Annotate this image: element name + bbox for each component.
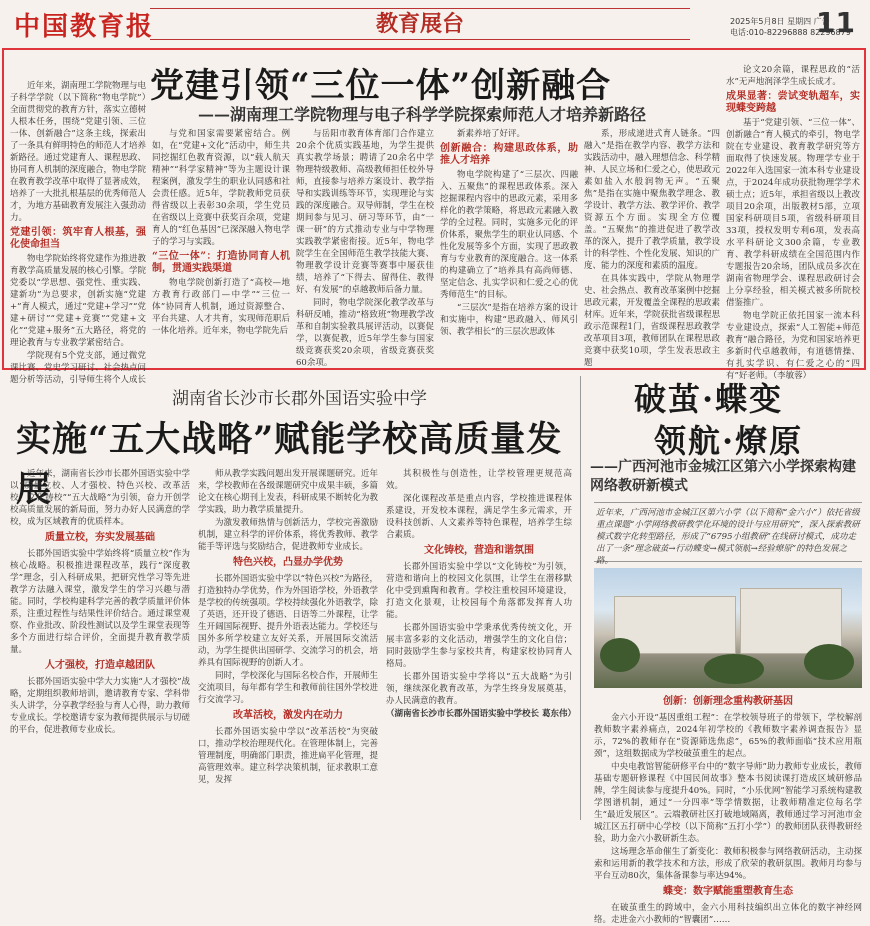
right-article-intro: 近年来，广西河池市金城江区第六小学（以下简称“金六小”）依托省级重点课题“小学网络教研教学化环境的设计与应用研究”，深入探索教研模式数字化转型路径，形成了“6795小组教研”在线研讨模式，成功走出了一条“理念破茧→行动蝶变→模式领航→经验燎原”的特色发展之路。 (594, 502, 862, 562)
top-para: 基于“党建引领、“三位一体”、创新融合”育人模式的牵引，物电学院在专业建设、教育教学研究等方面取得了快速发展。物理学专业于2022年入选国家一流本科专业建设点，于2024年成功获批物理学学术硕士点；近5年，承担省级以上教改项目20余项，出版教材5部，立项国家科研项目5项，省级科研项目33项，授权发明专利6项，发表高水平科研论文300余篇，专业教育、教学科研成绩在全国范围内作专题报告20余场，团队成员多次在湖南省物理学会、课程思政研讨会上分享经验，相关模式被多所院校借鉴推广。 (726, 118, 860, 308)
tree (600, 638, 640, 672)
top-heading-1: 党建引领：筑牢育人根基，强化使命担当 (10, 227, 146, 250)
bottom-para: 深化课程改革是重点内容，学校推进课程体系建设，开发校本课程，满足学生多元需求，开设科技创新、人文素养等特色课程，培养学生综合素质。 (386, 494, 572, 540)
top-para: 同时，物电学院深化教学改革与科研反哺，推动“格致班”物理教学改革和自制实验教具展评活动，以赛促学，以赛促教，近5年学生参与国家级竞赛获奖20余项，省级竞赛获奖60余项。 (296, 298, 434, 368)
top-para: 与岳阳市教育体育部门合作建立20余个优质实践基地，为学生提供真实教学场景；聘请了20余名中学物理特级教师、高级教师担任校外导师，直接参与培养方案设计、教学指导和实践训练等环节，实现理论与实践的深度融合。双导师制，学生在校期间参与见习、研习等环节，由“一课一研”的方式推动专业与中学物理实践教学紧密衔接。近5年，物电学院学生在全国师范生教学技能大赛、物理教学设计竞赛等赛事中屡获佳绩，培养了“下得去、留得住、教得好、有发展”的卓越教师后备力量。 (296, 129, 434, 295)
bottom-para: 为激发教师热情与创新活力，学校完善激励机制，建立科学的评价体系，将优秀教师、教学能手等评选与奖励结合，促进教师专业成长。 (198, 518, 378, 552)
issue-date: 2025年5月8日 星期四 广告 (730, 17, 830, 26)
bottom-byline: （湖南省长沙市长郡外国语实验中学校长 葛东伟） (386, 709, 576, 719)
bottom-para: 长郡外国语实验中学大力实施“人才强校”战略，定期组织教师培训，邀请教育专家、学科带头人讲学，分享教学经验与育人心得，助力教师专业成长。学校邀请专家为教师提供展示与切磋的平台，促进教师专业成长。 (10, 677, 190, 735)
tree (704, 654, 764, 684)
right-article-title-line1: 破茧·蝶变 (634, 380, 784, 418)
bottom-heading-1: 质量立校，夯实发展基础 (45, 532, 155, 543)
top-para: 物电学院构建了“三层次、四融入、五聚焦”的课程思政体系。深入挖掘课程内容中的思政元素，采用多样化的教学策略，将思政元素融入教学的全过程。同时，实施多元化的评价体系，聚焦学生的职业认同感、个性化发展等多个方面，实现了思政教育与专业教育的深度融合。这一体系的构建确立了“培养具有高尚师德、坚定信念、扎实学识和仁爱之心的优秀师范生”的目标。 (440, 170, 578, 300)
bottom-col-2 (198, 468, 378, 820)
bottom-heading-3: 特色兴校，凸显办学优势 (233, 557, 343, 568)
top-col-5 (584, 128, 720, 366)
bottom-col-3 (386, 468, 576, 820)
bottom-col-1 (10, 468, 190, 820)
right-article-title-line2: 领航·燎原 (654, 422, 804, 460)
top-para: 物电学院创新打造了“高校—地方教育行政部门—中学”“三位一体”协同育人机制，通过资源整合、平台共建、人才共育，实现师范职后一体化培养。近年来，物电学院先后 (152, 278, 290, 336)
tree (804, 644, 854, 680)
right-heading-2: 蝶变：数字赋能重塑教育生态 (663, 886, 793, 897)
top-para: 系，形成递进式育人链条。“四融入”是指在教学内容、教学方法和实践活动中，融入理想信念、科学精神、人民立场和仁爱之心，使思政元素如盐入水般润物无声。“五聚焦”是指在实施中聚焦教学理念、教学设计、教学方法、教学评价、教学资源五个方面。实现全方位覆盖。“五聚焦”的推进促进了教学改革的深入，提升了教学质量，教学设计的科学性、个性化发展、知识的广度、能力的深度和素质的温度。 (584, 129, 721, 271)
top-para: 新素养培了好评。 (457, 129, 526, 139)
top-para: 与党和国家需要紧密结合。例如，在“党建+文化”活动中，师生共同挖掘红色教育资源，以“载人航天精神”“科学家精神”等为主题设计课程案例，激发学生的职业认同感和社会责任感。近5年，学院教师党员获得省级以上表彰30余项，学生党员在省级以上竞赛中获奖百余项，党建育人的“红色基因”已深深融入物电学子的学习与实践。 (152, 129, 290, 247)
top-heading-3: 创新融合：构建思政体系，助推人才培养 (440, 143, 578, 166)
top-para: 物电学院始终将党建作为推进教育教学高质量发展的核心引擎。学院党委以“学思想、强党性、重实践、建新功”为总要求，创新实施“党建+”育人模式，通过“党建+学习”“党建+研讨”“党建+竞赛”“党建+文化”“党建+服务”五大路径，将党的理论教育与专业教学紧密结合。 (10, 254, 147, 348)
top-para: 学院现有5个党支部，通过微党课比赛、党史学习研讨、社会热点问题分析等活动，引导师生将个人成长 (10, 351, 147, 385)
bottom-para: 长郡外国语实验中学以“特色兴校”为路径，打造独特办学优势，作为外国语学校，外语教学是学校的传统强项。学校持续强化外语教学，除了英语，还开设了德语、日语等二外课程，让学生开阔国际视野、提升外语表达能力。学校还与国外多所学校建立友好关系，开展国际交流活动，为学生提供出国研学、交流学习的机会，培养具有国际视野的创新人才。 (198, 574, 378, 668)
top-para: 在具体实践中，学院从物理学史、社会热点、教育改革案例中挖掘思政元素，开发覆盖全课程的思政素材库。近年来，学院获批省级课程思政示范课程1门，省级课程思政教学改革项目3项，教师团队在课程思政竞赛中获奖10项，学生发表思政主题 (584, 274, 721, 368)
top-article-title: 党建引领“三位一体”创新融合 (150, 66, 612, 106)
bottom-heading-5: 文化铸校，营造和谐氛围 (424, 545, 534, 556)
school-photo (594, 568, 862, 688)
top-heading-4: 成果显著：尝试变轨超车，实现蝶变跨越 (726, 91, 860, 114)
right-para: 金六小开设“基因重组工程”：在学校领导班子的带领下，学校解剖教师数字素养痛点，2024年初学校的《教师数字素养调查报告》显示，72%的教师存在“资源筛选焦虑”，65%的教师面临“技术应用瓶颈”，这组数据成为学校破茧重生的起点。 (594, 713, 862, 759)
newspaper-logo: 中国教育报 (14, 12, 155, 42)
bottom-heading-4: 改革活校，激发内在动力 (233, 710, 343, 721)
bottom-para: 长郡外国语实验中学以“文化铸校”为引领，营造和谐向上的校园文化氛围，让学生在潜移默化中受到熏陶和教育。学校注重校园环境建设，打造文化景观，让校园每个角落都发挥育人功能。 (386, 562, 572, 620)
top-heading-2: “三位一体”：打造协同育人机制，贯通实践渠道 (152, 251, 290, 274)
top-col-2 (152, 128, 290, 366)
top-para: 物电学院正依托国家一流本科专业建设点，探索“人工智能+师范教育”融合路径，为党和国家培养更多新时代卓越教师，有道德情操、有扎实学识、有仁爱之心的“四有”好老师。（李敏蓉） (726, 311, 860, 381)
bottom-para: 长郡外国语实验中学将以“五大战略”为引领，继续深化教育改革，为学生终身发展奠基，办人民满意的教育。 (386, 672, 572, 706)
bottom-para: 长郡外国语实验中学秉承优秀传统文化，开展丰富多彩的文化活动，增强学生的文化自信；同时鼓励学生参与家校共育，构建家校协同育人格局。 (386, 623, 572, 669)
bottom-article-kicker: 湖南省长沙市长郡外国语实验中学 (172, 389, 427, 409)
bottom-para: 其积极性与创造性，让学校管理更规范高效。 (386, 469, 572, 491)
issue-phone: 电话:010-82296888 82296879 (730, 28, 851, 37)
top-col-1 (10, 80, 147, 385)
bottom-para: 近年来，湖南省长沙市长郡外国语实验中学以“质量立校、人才强校、特色兴校、改革活校、文化铸校”“五大战略”为引领，奋力开创学校高质量发展的新局面，努力办好人民满意的学校，成为区域教育的优质样本。 (10, 469, 190, 527)
top-col-3 (296, 128, 434, 366)
bottom-para: 师从教学实践问题出发开展课题研究。近年来，学校教师在各级课题研究中成果丰硕，多篇论文在核心期刊上发表，科研成果不断转化为教学实践，助力教学质量提升。 (198, 469, 378, 515)
bottom-para: 长郡外国语实验中学始终将“质量立校”作为核心战略。积极推进课程改革，践行“深度教学”理念，引入科研成果，把研究性学习等先进教学方法融入课堂，激发学生的学习兴趣与潜能。同时，学校构建科学完善的教学质量评价体系，注重过程性与结果性评价结合。通过课堂观察、作业批改、阶段性测试以及学生课堂表现等多个方面进行综合评价，全面提升教育教学质量。 (10, 549, 190, 655)
column-divider (580, 376, 581, 820)
bottom-heading-2: 人才强校，打造卓越团队 (45, 660, 155, 671)
section-title: 教育展台 (375, 11, 464, 37)
right-article-subtitle: ——广西河池市金城江区第六小学探索构建网络教研新模式 (590, 459, 856, 494)
right-para: 这场理念革命催生了新变化：教师积极参与网络教研活动，主动探索和运用新的教学技术和方法，形成了欣荣的教研氛围。教师月均参与平台互动80次，集体备课参与率达94%。 (594, 847, 862, 881)
top-para: 近年来，湖南理工学院物理与电子科学学院（以下简称“物电学院”）全面贯彻党的教育方针，落实立德树人根本任务，围绕“党建引领、三位一体、创新融合”这条主线，探索出了一条具有鲜明特色的师范人才培养新路径。通过党建育人、课程思政、协同育人机制的深度融合，物电学院在教育教学改革中取得了显著成效，培养了一大批扎根基层的优秀师范人才，为地方基础教育发展注入强劲动力。 (10, 81, 147, 223)
top-para: “三层次”是指在培养方案的设计和实施中，构建“思政融入、师风引领、教学相长”的三层次思政体 (440, 303, 578, 337)
top-col-4 (440, 128, 578, 366)
right-article-body (594, 692, 862, 925)
top-para: 论文20余篇，课程思政的“活水”无声地润泽学生成长成才。 (726, 65, 860, 87)
section-banner (150, 8, 690, 40)
bottom-article-title: 实施“五大战略”赋能学校高质量发展 (16, 419, 563, 510)
right-heading-1: 创新：创新理念重构教研基因 (663, 696, 793, 707)
right-para: 在破茧重生的跨域中，金六小用科技编织出立体化的数字神经网络。走进金六小教师的“智囊团”…… (594, 903, 862, 925)
bottom-para: 同时，学校深化与国际名校合作，开展师生交流项目，每年都有学生和教师前往国外学校进行交流学习。 (198, 671, 378, 705)
page-number: 11 (816, 6, 855, 39)
bottom-para: 长郡外国语实验中学以“改革活校”为突破口，推动学校治理现代化。在管理体制上，完善管理制度，明确部门职责，推进扁平化管理，提高管理效率。建立科学决策机制，征求教职工意见，发挥 (198, 727, 378, 785)
top-article-subtitle: ——湖南理工学院物理与电子科学学院探索师范人才培养新路径 (198, 105, 647, 124)
right-para: 中央电教馆智能研修平台中的“数字导师”助力教师专业成长，教师基础专题研修课程《中国民间故事》整本书阅读课打造成区域研修品牌，学生阅读参与度提升40%。同时，“小乐优网”智能学习系统构建教学图谱机制，通过“一分四率”等学情数据，让教师精准定位每名学生“最近发展区”。云端教研社区打破地域隔离，教师通过学习河池市金城江区五打研中心学校（以下简称“五打小学”）的教师团队获得教研经验，助力金六小教研新生态。 (594, 762, 862, 844)
top-col-6 (726, 64, 860, 381)
